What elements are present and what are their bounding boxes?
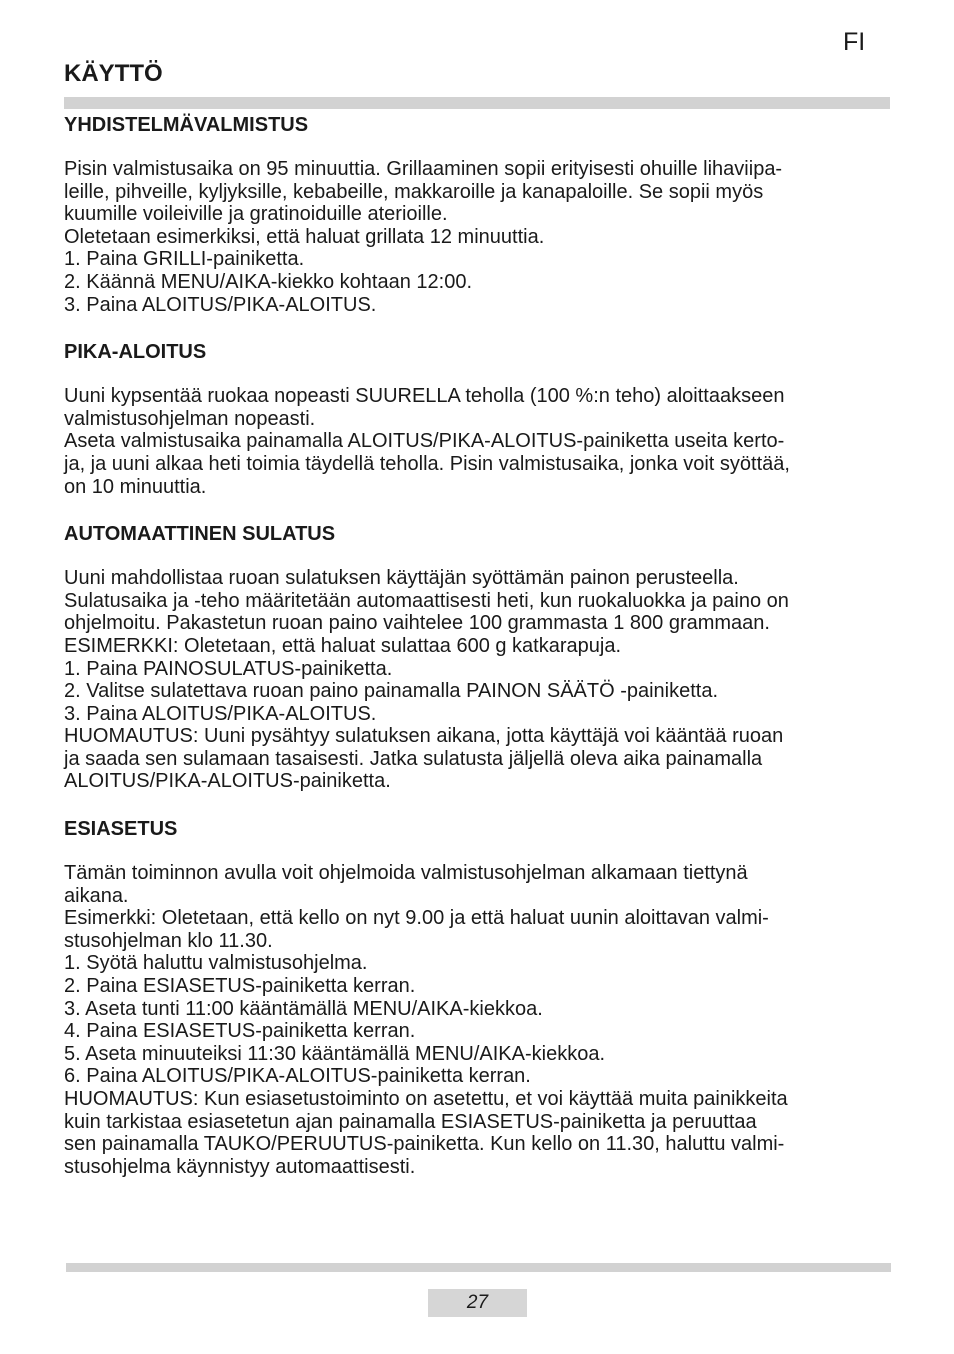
text-line: 2. Paina ESIASETUS-painiketta kerran. — [64, 975, 416, 998]
text-line: stusohjelman klo 11.30. — [64, 929, 273, 952]
text-line: ja, ja uuni alkaa heti toimia täydellä teholla. Pisin valmistusaika, jonka voit syöttää, — [64, 452, 790, 475]
text-line: 4. Paina ESIASETUS-painiketta kerran. — [64, 1020, 416, 1043]
text-line: 3. Paina ALOITUS/PIKA-ALOITUS. — [64, 702, 377, 725]
section-heading: YHDISTELMÄVALMISTUS — [64, 114, 309, 136]
text-line: kuin tarkistaa esiasetetun ajan painamalla ESIASETUS-painiketta ja peruuttaa — [64, 1110, 757, 1133]
text-line: ohjelmoitu. Pakastetun ruoan paino vaihtelee 100 grammasta 1 800 grammaan. — [64, 612, 770, 635]
text-line: Esimerkki: Oletetaan, että kello on nyt 9.00 ja että haluat uunin aloittavan valmi- — [64, 907, 769, 930]
page-title: KÄYTTÖ — [64, 60, 163, 87]
text-line: Oletetaan esimerkiksi, että haluat grillata 12 minuuttia. — [64, 225, 545, 248]
text-line: ALOITUS/PIKA-ALOITUS-painiketta. — [64, 770, 391, 793]
section-body — [64, 567, 894, 793]
text-line: Pisin valmistusaika on 95 minuuttia. Grillaaminen sopii erityisesti ohuille lihaviipa- — [64, 158, 783, 180]
language-code: FI — [843, 28, 866, 56]
section-body — [64, 385, 894, 498]
document-content — [64, 114, 894, 1203]
text-line: sen painamalla TAUKO/PERUUTUS-painiketta. Kun kello on 11.30, haluttu valmi- — [64, 1133, 785, 1156]
text-line: HUOMAUTUS: Kun esiasetustoiminto on asetettu, et voi käyttää muita painikkeita — [64, 1088, 788, 1110]
section-body — [64, 158, 894, 316]
text-line: leille, pihveille, kyljyksille, kebabeille, makkaroille ja kanapaloille. Se sopii myös — [64, 180, 764, 203]
text-line: 1. Paina PAINOSULATUS-painiketta. — [64, 657, 393, 680]
section-esiasetus — [64, 818, 894, 1178]
text-line: valmistusohjelman nopeasti. — [64, 407, 316, 430]
text-line: Aseta valmistusaika painamalla ALOITUS/PIKA-ALOITUS-painiketta useita kerto- — [64, 430, 785, 453]
text-line: Sulatusaika ja -teho määritetään automaattisesti heti, kun ruokaluokka ja paino on — [64, 589, 789, 612]
text-line: 2. Käännä MENU/AIKA-kiekko kohtaan 12:00. — [64, 270, 473, 293]
text-line: Uuni mahdollistaa ruoan sulatuksen käyttäjän syöttämän painon perusteella. — [64, 567, 739, 590]
text-line: 2. Valitse sulatettava ruoan paino painamalla PAINON SÄÄTÖ -painiketta. — [64, 680, 719, 703]
text-line: 5. Aseta minuuteiksi 11:30 kääntämällä MENU/AIKA-kiekkoa. — [64, 1042, 605, 1065]
text-line: Tämän toiminnon avulla voit ohjelmoida valmistusohjelman alkamaan tiettynä — [64, 862, 748, 885]
section-body — [64, 862, 894, 1178]
text-line: Uuni kypsentää ruokaa nopeasti SUURELLA teholla (100 %:n teho) aloittaakseen — [64, 385, 785, 408]
section-automaattinen-sulatus — [64, 523, 894, 793]
text-line: ESIMERKKI: Oletetaan, että haluat sulattaa 600 g katkarapuja. — [64, 634, 622, 657]
section-heading: ESIASETUS — [64, 818, 178, 841]
text-line: kuumille voileiville ja gratinoiduille aterioille. — [64, 203, 448, 226]
text-line: aikana. — [64, 884, 129, 907]
text-line: 3. Aseta tunti 11:00 kääntämällä MENU/AIKA-kiekkoa. — [64, 997, 543, 1020]
text-line: 3. Paina ALOITUS/PIKA-ALOITUS. — [64, 293, 377, 316]
section-pika-aloitus — [64, 341, 894, 498]
text-line: on 10 minuuttia. — [64, 475, 207, 498]
section-heading: AUTOMAATTINEN SULATUS — [64, 523, 336, 546]
text-line: 1. Paina GRILLI-painiketta. — [64, 248, 305, 271]
footer-divider — [66, 1263, 891, 1272]
text-line: 1. Syötä haluttu valmistusohjelma. — [64, 952, 368, 975]
text-line: HUOMAUTUS: Uuni pysähtyy sulatuksen aikana, jotta käyttäjä voi kääntää ruoan — [64, 725, 784, 748]
section-yhdistelmavalmistus — [64, 114, 894, 316]
text-line: stusohjelma käynnistyy automaattisesti. — [64, 1155, 416, 1178]
text-line: ja saada sen sulamaan tasaisesti. Jatka sulatusta jäljellä oleva aika painamalla — [64, 747, 763, 770]
header-divider — [64, 97, 890, 109]
page-number: 27 — [428, 1289, 527, 1317]
text-line: 6. Paina ALOITUS/PIKA-ALOITUS-painiketta kerran. — [64, 1065, 531, 1088]
section-heading: PIKA-ALOITUS — [64, 341, 207, 364]
